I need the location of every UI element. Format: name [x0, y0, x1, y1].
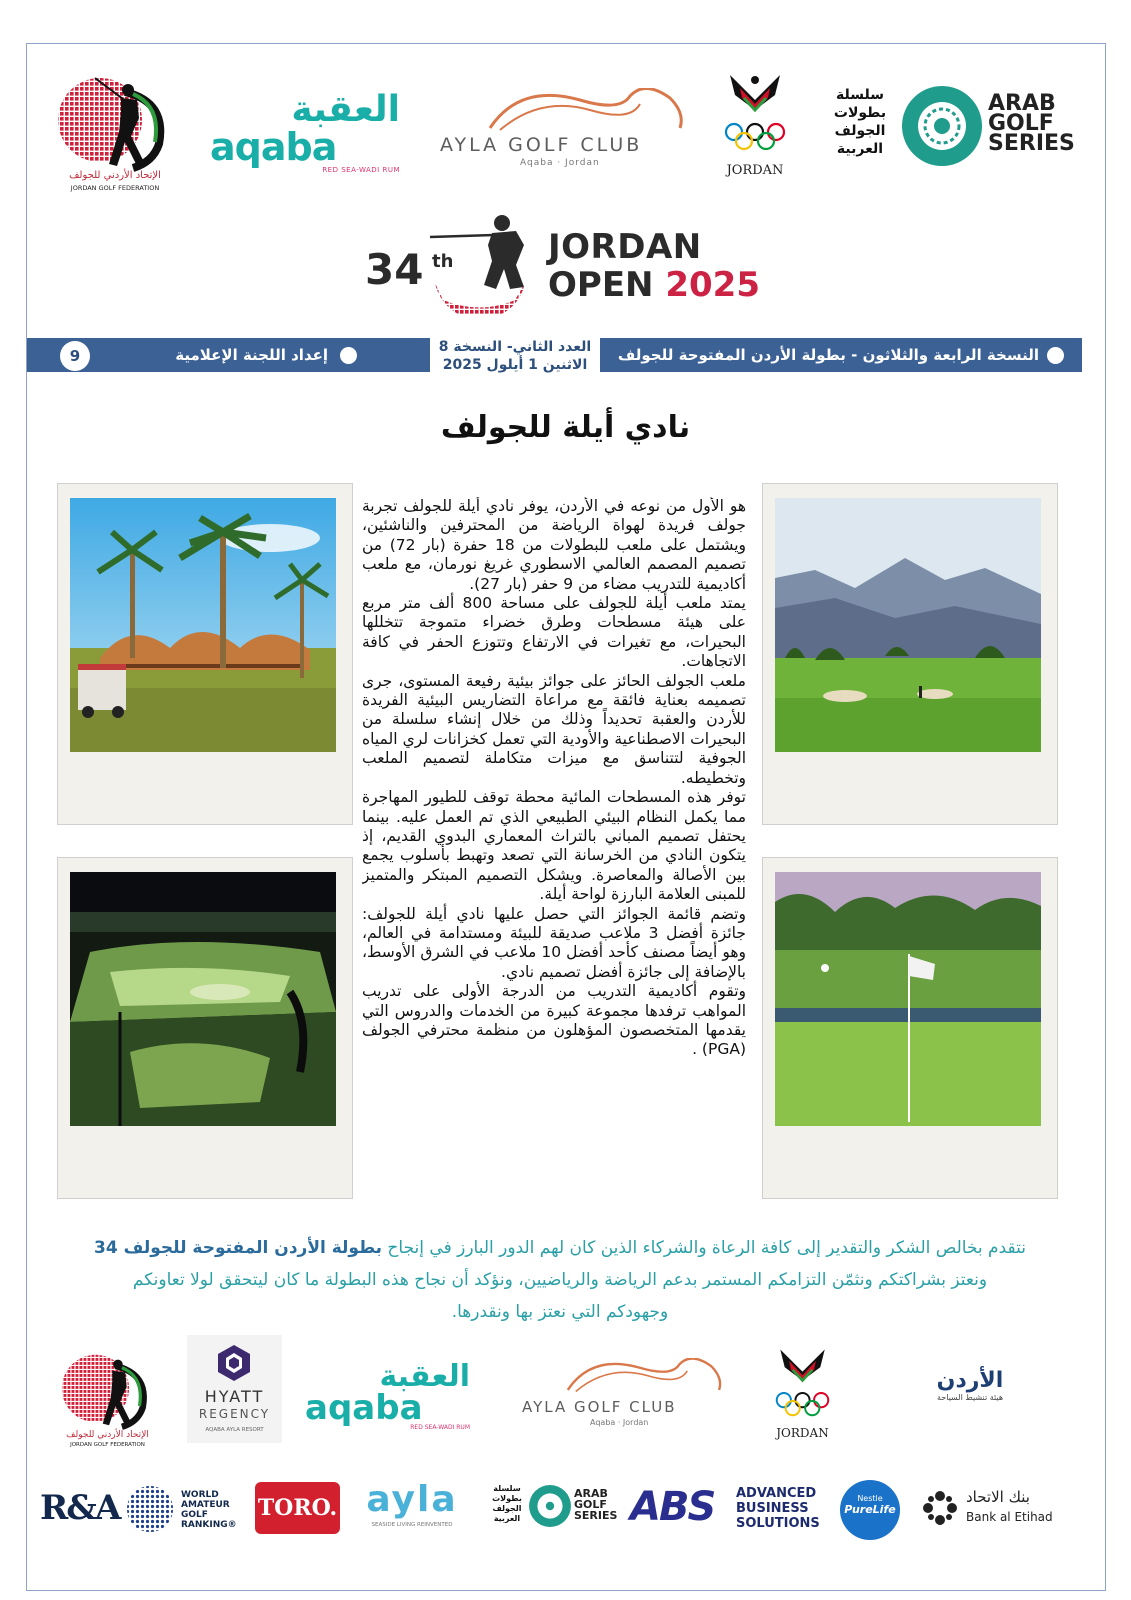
article-body: [362, 497, 746, 1209]
issue-number: العدد الثاني- النسخة 8: [438, 339, 592, 355]
band-championship-text: النسخة الرابعة والثلاثون - بطولة الأردن المفتوحة للجولف: [617, 346, 1039, 364]
thanks-message: [40, 1232, 1080, 1328]
ayla-wave-icon: [430, 88, 700, 138]
jgf-arabic-name: الإتحاد الأردني للجولف: [69, 170, 161, 181]
ayla-name: AYLA GOLF CLUB: [440, 134, 643, 156]
aqaba-logo: [210, 89, 400, 174]
event-title-line1: JORDAN: [548, 227, 702, 267]
event-year: 2025: [665, 265, 760, 305]
clubhouse-photo: [70, 498, 336, 752]
sponsor-ra-logo: R&A: [40, 1488, 120, 1528]
sponsor-aqaba-logo: العقبة aqaba RED SEA-WADI RUM: [305, 1359, 470, 1431]
night-course-photo: [70, 872, 336, 1126]
band-bullet-right: [1047, 347, 1064, 364]
jgf-english-name: JORDAN GOLF FEDERATION: [70, 184, 160, 192]
ags-arabic: سلسلة بطولات الجولف العربية: [833, 87, 887, 157]
article-paragraph: وتضم قائمة الجوائز التي حصل عليها نادي أيلة للجولف: جائزة أفضل 3 ملاعب صديقة للبيئة ومستدامة في العالم، وهو أيضاً مصنف كأحد أفضل 10 ملاعب في الشرق الأوسط، بالإضافة إلى جائزة أفضل تصميم نادي.: [362, 904, 746, 981]
sponsor-abs-logo: ABS ADVANCED BUSINESS SOLUTIONS: [630, 1484, 820, 1531]
wagr-globe-icon: [125, 1484, 175, 1534]
event-number: 34: [365, 245, 424, 294]
ags-english: ARAB GOLF SERIES: [988, 91, 1075, 156]
green-flag-photo: [775, 872, 1041, 1126]
olympic-label: JORDAN: [726, 163, 784, 178]
article-paragraph: ملعب الجولف الحائز على جوائز بيئية رفيعة المستوى، جرى تصميمه بعناية فائقة مع مراعاة التضاريس البيئية الفريدة للأردن والعقبة تحديداً وذلك من خلال إنشاء سلسلة من البحيرات الاصطناعية والأودية التي تعمل كخزانات لري المياه الجوفية لتتناسق مع ميزات متكاملة لتصميم الملعب وتخطيطه.: [362, 671, 746, 787]
thanks-line-1: نتقدم بخالص الشكر والتقدير إلى كافة الرعاة والشركاء الذين كان لهم الدور البارز في إنجاح بطولة الأردن المفتوحة للجولف 34: [94, 1238, 1026, 1258]
thanks-bold: بطولة الأردن المفتوحة للجولف 34: [94, 1238, 383, 1258]
sponsor-nestle-purelife-logo: Nestle PureLife: [840, 1480, 900, 1540]
sponsor-wagr-logo: WORLD AMATEUR GOLF RANKING®: [125, 1484, 245, 1540]
article-paragraph: هو الأول من نوعه في الأردن، يوفر نادي أيلة للجولف تجربة جولف فريدة لهواة الرياضة من المحترفين والناشئين، ويشتمل على ملعب للبطولات من 18 حفرة (بار 72) من تصميم المصمم العالمي الاسطوري غريغ نورمان، مع ملعب أكاديمية للتدريب مضاء من 9 حفر (بار 27).: [362, 497, 746, 593]
aqaba-subtitle: RED SEA-WADI RUM: [322, 166, 400, 174]
jordan-open-2025-logo: [360, 205, 760, 315]
band-media-committee-text: إعداد اللجنة الإعلامية: [175, 346, 328, 364]
photo-card-clubhouse: [57, 483, 353, 825]
event-suffix: th: [432, 251, 454, 272]
sponsor-olympic-logo: JORDAN: [770, 1345, 835, 1440]
sponsor-ags-logo: سلسلة بطولات الجولف العربية ARAB GOLF SERIES: [488, 1482, 618, 1534]
sponsor-ayla-logo: ayla SEASIDE LIVING REINVENTED: [366, 1479, 458, 1528]
ayla-golf-club-logo: [430, 88, 700, 180]
ayla-wave-icon: [520, 1358, 735, 1398]
mountain-course-photo: [775, 498, 1041, 752]
bank-mark-icon: [920, 1488, 960, 1528]
article-paragraph: توفر هذه المسطحات المائية محطة توقف للطيور المهاجرة مما يكمل النظام البيئي الطبيعي الذي تم العمل عليه. بينما يحتفل تصميم المباني بالتراث المعماري البدوي القديم، إذ يتكون النادي من الخرسانة التي تصعد وتهبط بأسلوب يجمع بين الأصالة والمعاصرة. ويشكل التصميم المبتكر والمتميز للمبنى العلامة البارزة لواحة أيلة.: [362, 788, 746, 904]
sponsor-jordan-tourism-logo: الأردن هيئة تنشيط السياحة: [936, 1368, 1004, 1402]
jordan-golf-federation-logo: [55, 72, 175, 200]
event-title-line2: OPEN 2025: [548, 265, 760, 305]
article-title: نادي أيلة للجولف: [440, 410, 691, 445]
article-paragraph: يمتد ملعب أيلة للجولف على مساحة 800 ألف متر مربع على هيئة مسطحات وطرق خضراء متموجة تتخللها البحيرات، مع تغيرات في الارتفاع وتتوزع الحفر في كافة الاتجاهات.: [362, 594, 746, 671]
sponsor-toro-logo: TORO.: [255, 1482, 340, 1534]
golfer-silhouette-icon: [420, 205, 540, 315]
thanks-line-2: ونعتز بشراكتكم ونثمّن التزامكم المستمر بدعم الرياضة والرياضيين، ونؤكد أن نجاح هذه البطولة ما كان ليتحقق لولا تعاونكم: [132, 1270, 988, 1290]
thanks-line-3: وجهودكم التي نعتز بها ونقدرها.: [451, 1302, 669, 1322]
ags-badge-icon: [528, 1484, 572, 1528]
photo-card-mountains: [762, 483, 1058, 825]
ags-badge-icon: [900, 84, 984, 168]
sponsor-bank-al-etihad-logo: بنك الاتحاد Bank al Etihad: [920, 1488, 1065, 1536]
sponsor-jgf-logo: الإتحاد الأردني للجولف JORDAN GOLF FEDERATION: [55, 1350, 160, 1450]
jordan-olympic-logo: [720, 70, 790, 178]
photo-card-flag: [762, 857, 1058, 1199]
arab-golf-series-logo: [820, 82, 1080, 172]
jgf-emblem-icon: [55, 72, 175, 172]
issue-date: الاثنين 1 أيلول 2025: [442, 357, 588, 373]
photo-card-night: [57, 857, 353, 1199]
aqaba-english: aqaba: [210, 125, 337, 169]
aqaba-arabic: العقبة: [291, 89, 400, 130]
hyatt-mark-icon: [214, 1343, 254, 1383]
ayla-location: Aqaba · Jordan: [520, 158, 600, 168]
article-paragraph: وتقوم أكاديمية التدريب من الدرجة الأولى على تدريب المواهب ترفدها مجموعة كبيرة من الخدمات والدروس التي يقدمها المتخصصون المؤهلون من منظمة محترفي الجولف (PGA) .: [362, 982, 746, 1059]
band-bullet-left: [340, 347, 357, 364]
issue-box: [430, 333, 600, 379]
page-number: 9: [60, 341, 90, 371]
olympic-rings-icon: [720, 70, 790, 160]
jgf-emblem-icon: [55, 1350, 160, 1430]
olympic-rings-icon: [770, 1345, 835, 1425]
sponsor-hyatt-logo: HYATT REGENCY AQABA AYLA RESORT: [187, 1335, 282, 1443]
sponsor-ayla-golf-logo: AYLA GOLF CLUB Aqaba · Jordan: [520, 1358, 735, 1430]
